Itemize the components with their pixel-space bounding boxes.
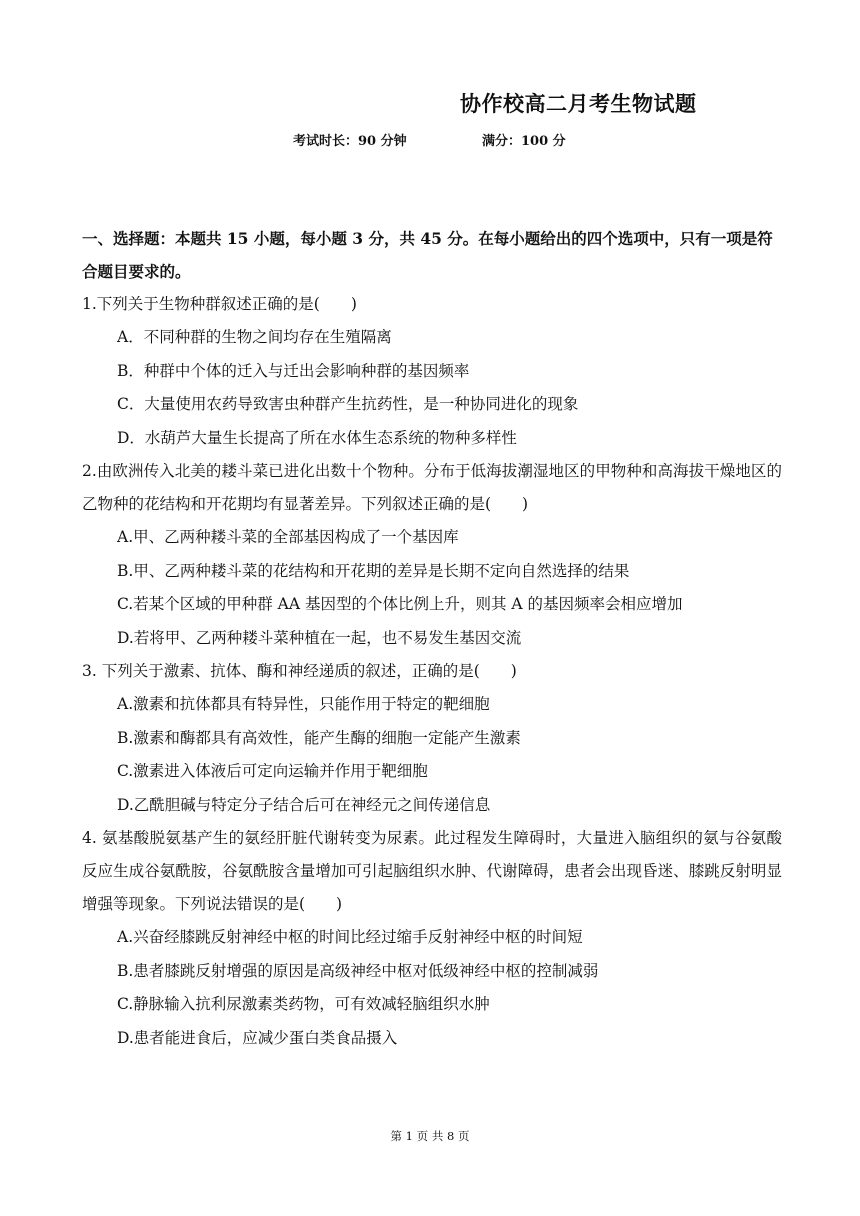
question-stem: 4. 氨基酸脱氨基产生的氨经肝脏代谢转变为尿素。此过程发生障碍时，大量进入脑组织的氨与谷氨酸反应生成谷氨酰胺，谷氨酰胺含量增加可引起脑组织水肿、代谢障碍，患者会出现昏迷、膝跳反射明显增强等现象。下列说法错误的是( ): [82, 829, 782, 913]
question-stem: 3. 下列关于激素、抗体、酶和神经递质的叙述，正确的是( ): [82, 662, 517, 680]
option-d: D.乙酰胆碱与特定分子结合后可在神经元之间传递信息: [117, 795, 491, 814]
question-2: [82, 455, 782, 655]
option-a: A.激素和抗体都具有特异性，只能作用于特定的靶细胞: [117, 695, 490, 713]
option-d: D．水葫芦大量生长提高了所在水体生态系统的物种多样性: [117, 428, 517, 447]
question-stem: 2.由欧洲传入北美的耧斗菜已进化出数十个物种。分布于低海拔潮湿地区的甲物种和高海拔干燥地区的乙物种的花结构和开花期均有显著差异。下列叙述正确的是( ): [82, 462, 782, 513]
option-d: D.若将甲、乙两种耧斗菜种植在一起，也不易发生基因交流: [117, 628, 522, 647]
option-c: C.若某个区域的甲种群 AA 基因型的个体比例上升，则其 A 的基因频率会相应增加: [117, 595, 683, 613]
option-c: C.静脉输入抗利尿激素类药物，可有效减轻脑组织水肿: [117, 995, 490, 1013]
exam-title: 协作校高二月考生物试题: [460, 91, 697, 116]
option-a: A.兴奋经膝跳反射神经中枢的时间比经过缩手反射神经中枢的时间短: [117, 928, 583, 946]
option-b: B.甲、乙两种耧斗菜的花结构和开花期的差异是长期不定向自然选择的结果: [117, 561, 630, 580]
exam-duration: 考试时长：90 分钟: [293, 134, 407, 149]
option-a: A．不同种群的生物之间均存在生殖隔离: [117, 328, 392, 346]
question-stem: 1.下列关于生物种群叙述正确的是( ): [82, 295, 357, 313]
option-c: C.激素进入体液后可定向运输并作用于靶细胞: [117, 762, 428, 780]
exam-full-score: 满分：100 分: [482, 134, 566, 149]
question-1: [82, 288, 782, 455]
question-3: [82, 655, 782, 822]
question-4: [82, 822, 782, 1055]
section-heading: 一、选择题：本题共 15 小题，每小题 3 分，共 45 分。在每小题给出的四个选项中，只有一项是符合题目要求的。: [82, 229, 773, 281]
exam-body: [82, 222, 782, 1055]
option-c: C．大量使用农药导致害虫种群产生抗药性，是一种协同进化的现象: [117, 395, 579, 413]
page-number: 第 1 页 共 8 页: [390, 1129, 470, 1143]
option-b: B.患者膝跳反射增强的原因是高级神经中枢对低级神经中枢的控制减弱: [117, 961, 599, 980]
option-b: B．种群中个体的迁入与迁出会影响种群的基因频率: [117, 361, 470, 380]
option-d: D.患者能进食后，应减少蛋白类食品摄入: [117, 1028, 398, 1047]
option-a: A.甲、乙两种耧斗菜的全部基因构成了一个基因库: [117, 528, 459, 546]
option-b: B.激素和酶都具有高效性，能产生酶的细胞一定能产生激素: [117, 728, 521, 747]
